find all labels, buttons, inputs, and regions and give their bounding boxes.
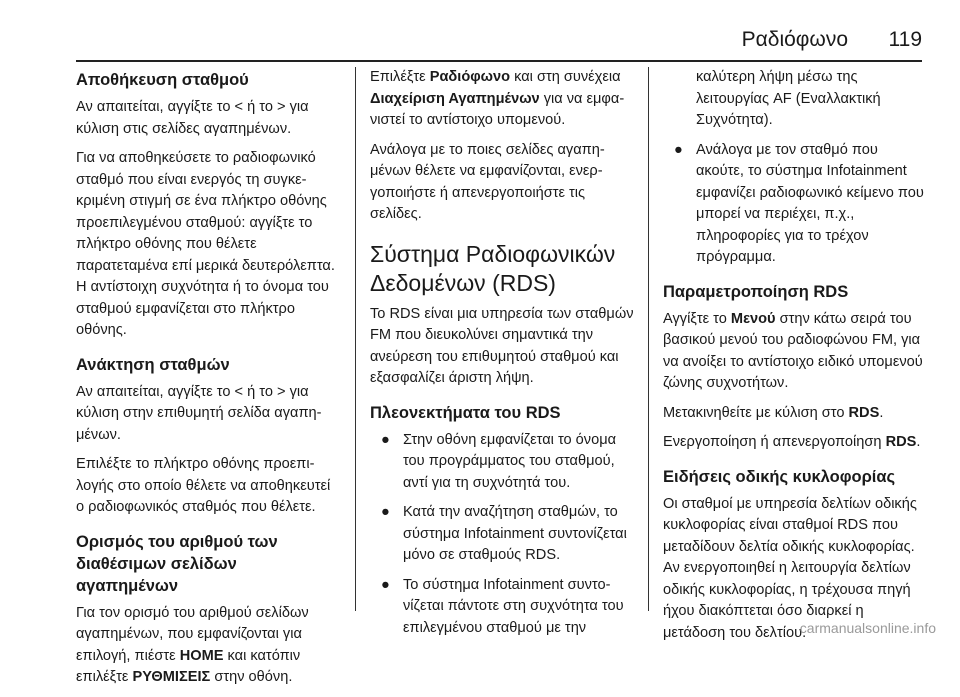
page-number: 119 [888,28,922,51]
column-right [663,67,929,652]
rds-keyword: RDS [885,434,917,450]
paragraph-toggle-rds: Ενεργοποίηση ή απενεργοποίηση RDS. [663,434,921,450]
heading-store-station: Αποθήκευση σταθμού [76,71,249,89]
section-title: Ραδιόφωνο [741,28,848,51]
heading-traffic-news: Ειδήσεις οδικής κυκλοφορίας [663,467,896,486]
list-rds-advantages-cont [663,140,929,269]
greater-than-icon: > [277,383,286,400]
settings-keyword: ΡΥΘΜΙΣΕΙΣ [132,669,211,685]
heading-recall-stations: Ανάκτηση σταθμών [76,355,230,374]
list-item: ● Κατά την αναζήτηση σταθμών, το σύστημα Infotainment συντονίζεται μόνο σε σταθμούς RDS. [381,504,627,563]
less-than-icon: < [234,99,244,115]
greater-than-icon: > [277,99,286,115]
bullet-icon: ● [674,141,683,158]
paragraph-store-instructions: Για να αποθηκεύσετε το ραδιοφωνικό σταθμό που είναι ενεργός τη συγκεκριμένη στιγμή σε ένα πλήκτρο οθόνης προεπιλεγμένου σταθμού: αγγίξτε το πλήκτρο οθόνης που θέλετε παρατεταμένα επί μερικά δευτερόλεπτα. Η αντίστοιχη συχνότητα ή το όνομα του σταθμού εμφανίζεται στο πλήκτρο οθόνης. [76,150,335,338]
list-item: ● Ανάλογα με τον σταθμό που ακούτε, το σύστημα Infotainment εμφανίζει ραδιοφωνικό κείμενο που μπορεί να περιέχει, π.χ., πληροφορίες για το τρέχον πρόγραμμα. [674,141,924,265]
paragraph-toggle-pages: Ανάλογα με το ποιες σελίδες αγαπημένων θέλετε να εμφανίζονται, ενεργοποιήστε ή απενεργοποιήστε τις σελίδες. [370,141,605,222]
paragraph-scroll-rds: Μετακινηθείτε με κύλιση στο RDS. [663,404,884,421]
paragraph-scroll-page: Αν απαιτείται, αγγίξτε το < ή το > για κύλιση στην επιθυμητή σελίδα αγαπημένων. [76,383,322,443]
paragraph-traffic-news: Οι σταθμοί με υπηρεσία δελτίων οδικής κυκλοφορίας είναι σταθμοί RDS που μεταδίδουν δελτία οδικής κυκλοφορίας. Αν ενεργοποιηθεί η λειτουργία δελτίων οδικής κυκλοφορίας, η τρέχουσα πηγή ήχου διακόπτεται όσο διαρκεί η μετάδοση του δελτίου. [663,495,917,641]
column-middle [370,67,634,647]
home-keyword: HOME [179,647,224,664]
paragraph-open-menu: Αγγίξτε το Μενού στην κάτω σειρά του βασικού μενού του ραδιοφώνου FM, για να ανοίξει το αντίστοιχο ειδικό υπομενού ζώνης συχνοτήτων. [663,310,923,391]
page-header [0,0,960,62]
less-than-icon: < [234,383,244,400]
column-divider [648,67,649,611]
bullet-icon: ● [381,431,390,448]
heading-rds: Σύστημα Ραδιοφωνικών Δεδομένων (RDS) [370,240,616,296]
heading-rds-advantages: Πλεονεκτήματα του RDS [370,403,561,422]
paragraph-select-radio: Επιλέξτε Ραδιόφωνο και στη συνέχεια Διαχείριση Αγαπημένων για να εμφανιστεί το αντίστοιχο υπομενού. [370,69,625,128]
list-rds-advantages [370,430,634,640]
bullet-icon: ● [381,504,390,520]
heading-define-pages: Ορισμός του αριθμού των διαθέσιμων σελίδων αγαπημένων [76,532,278,595]
menu-keyword: Μενού [730,310,776,327]
radio-keyword: Ραδιόφωνο [429,69,511,85]
paragraph-rds-intro: Το RDS είναι μια υπηρεσία των σταθμών FM που διευκολύνει σημαντικά την ανεύρεση του επιθυμητού σταθμού και εξασφαλίζει άριστη λήψη. [370,305,634,386]
list-item: ● Το σύστημα Infotainment συντονίζεται πάντοτε στη συχνότητα του επιλεγμένου σταθμού με την [381,576,624,636]
column-divider [355,67,356,611]
column-left [76,67,342,697]
watermark: carmanualsonline.info [799,620,936,636]
list-item-continuation: καλύτερη λήψη μέσω της λειτουργίας AF (Εναλλακτική Συχνότητα). [696,69,881,128]
heading-rds-config: Παραμετροποίηση RDS [663,282,849,301]
list-item: ● Στην οθόνη εμφανίζεται το όνομα του προγράμματος του σταθμού, αντί για τη συχνότητά του. [381,431,617,491]
manage-favourites-keyword: Διαχείριση Αγαπημένων [370,90,540,107]
paragraph-select-preset: Επιλέξτε το πλήκτρο οθόνης προεπιλογής στο οποίο θέλετε να αποθηκευτεί ο ραδιοφωνικός σταθμός που θέλετε. [76,456,331,515]
paragraph-scroll-favourites: Αν απαιτείται, αγγίξτε το < ή το > για κύλιση στις σελίδες αγαπημένων. [76,99,309,137]
header-rule [76,60,922,62]
rds-keyword: RDS [848,404,880,421]
paragraph-define-pages: Για τον ορισμό του αριθμού σελίδων αγαπημένων, που εμφανίζονται για επιλογή, πιέστε HOME και κατόπιν επιλέξτε ΡΥΘΜΙΣΕΙΣ στην οθόνη. [76,604,309,685]
bullet-icon: ● [381,576,390,593]
